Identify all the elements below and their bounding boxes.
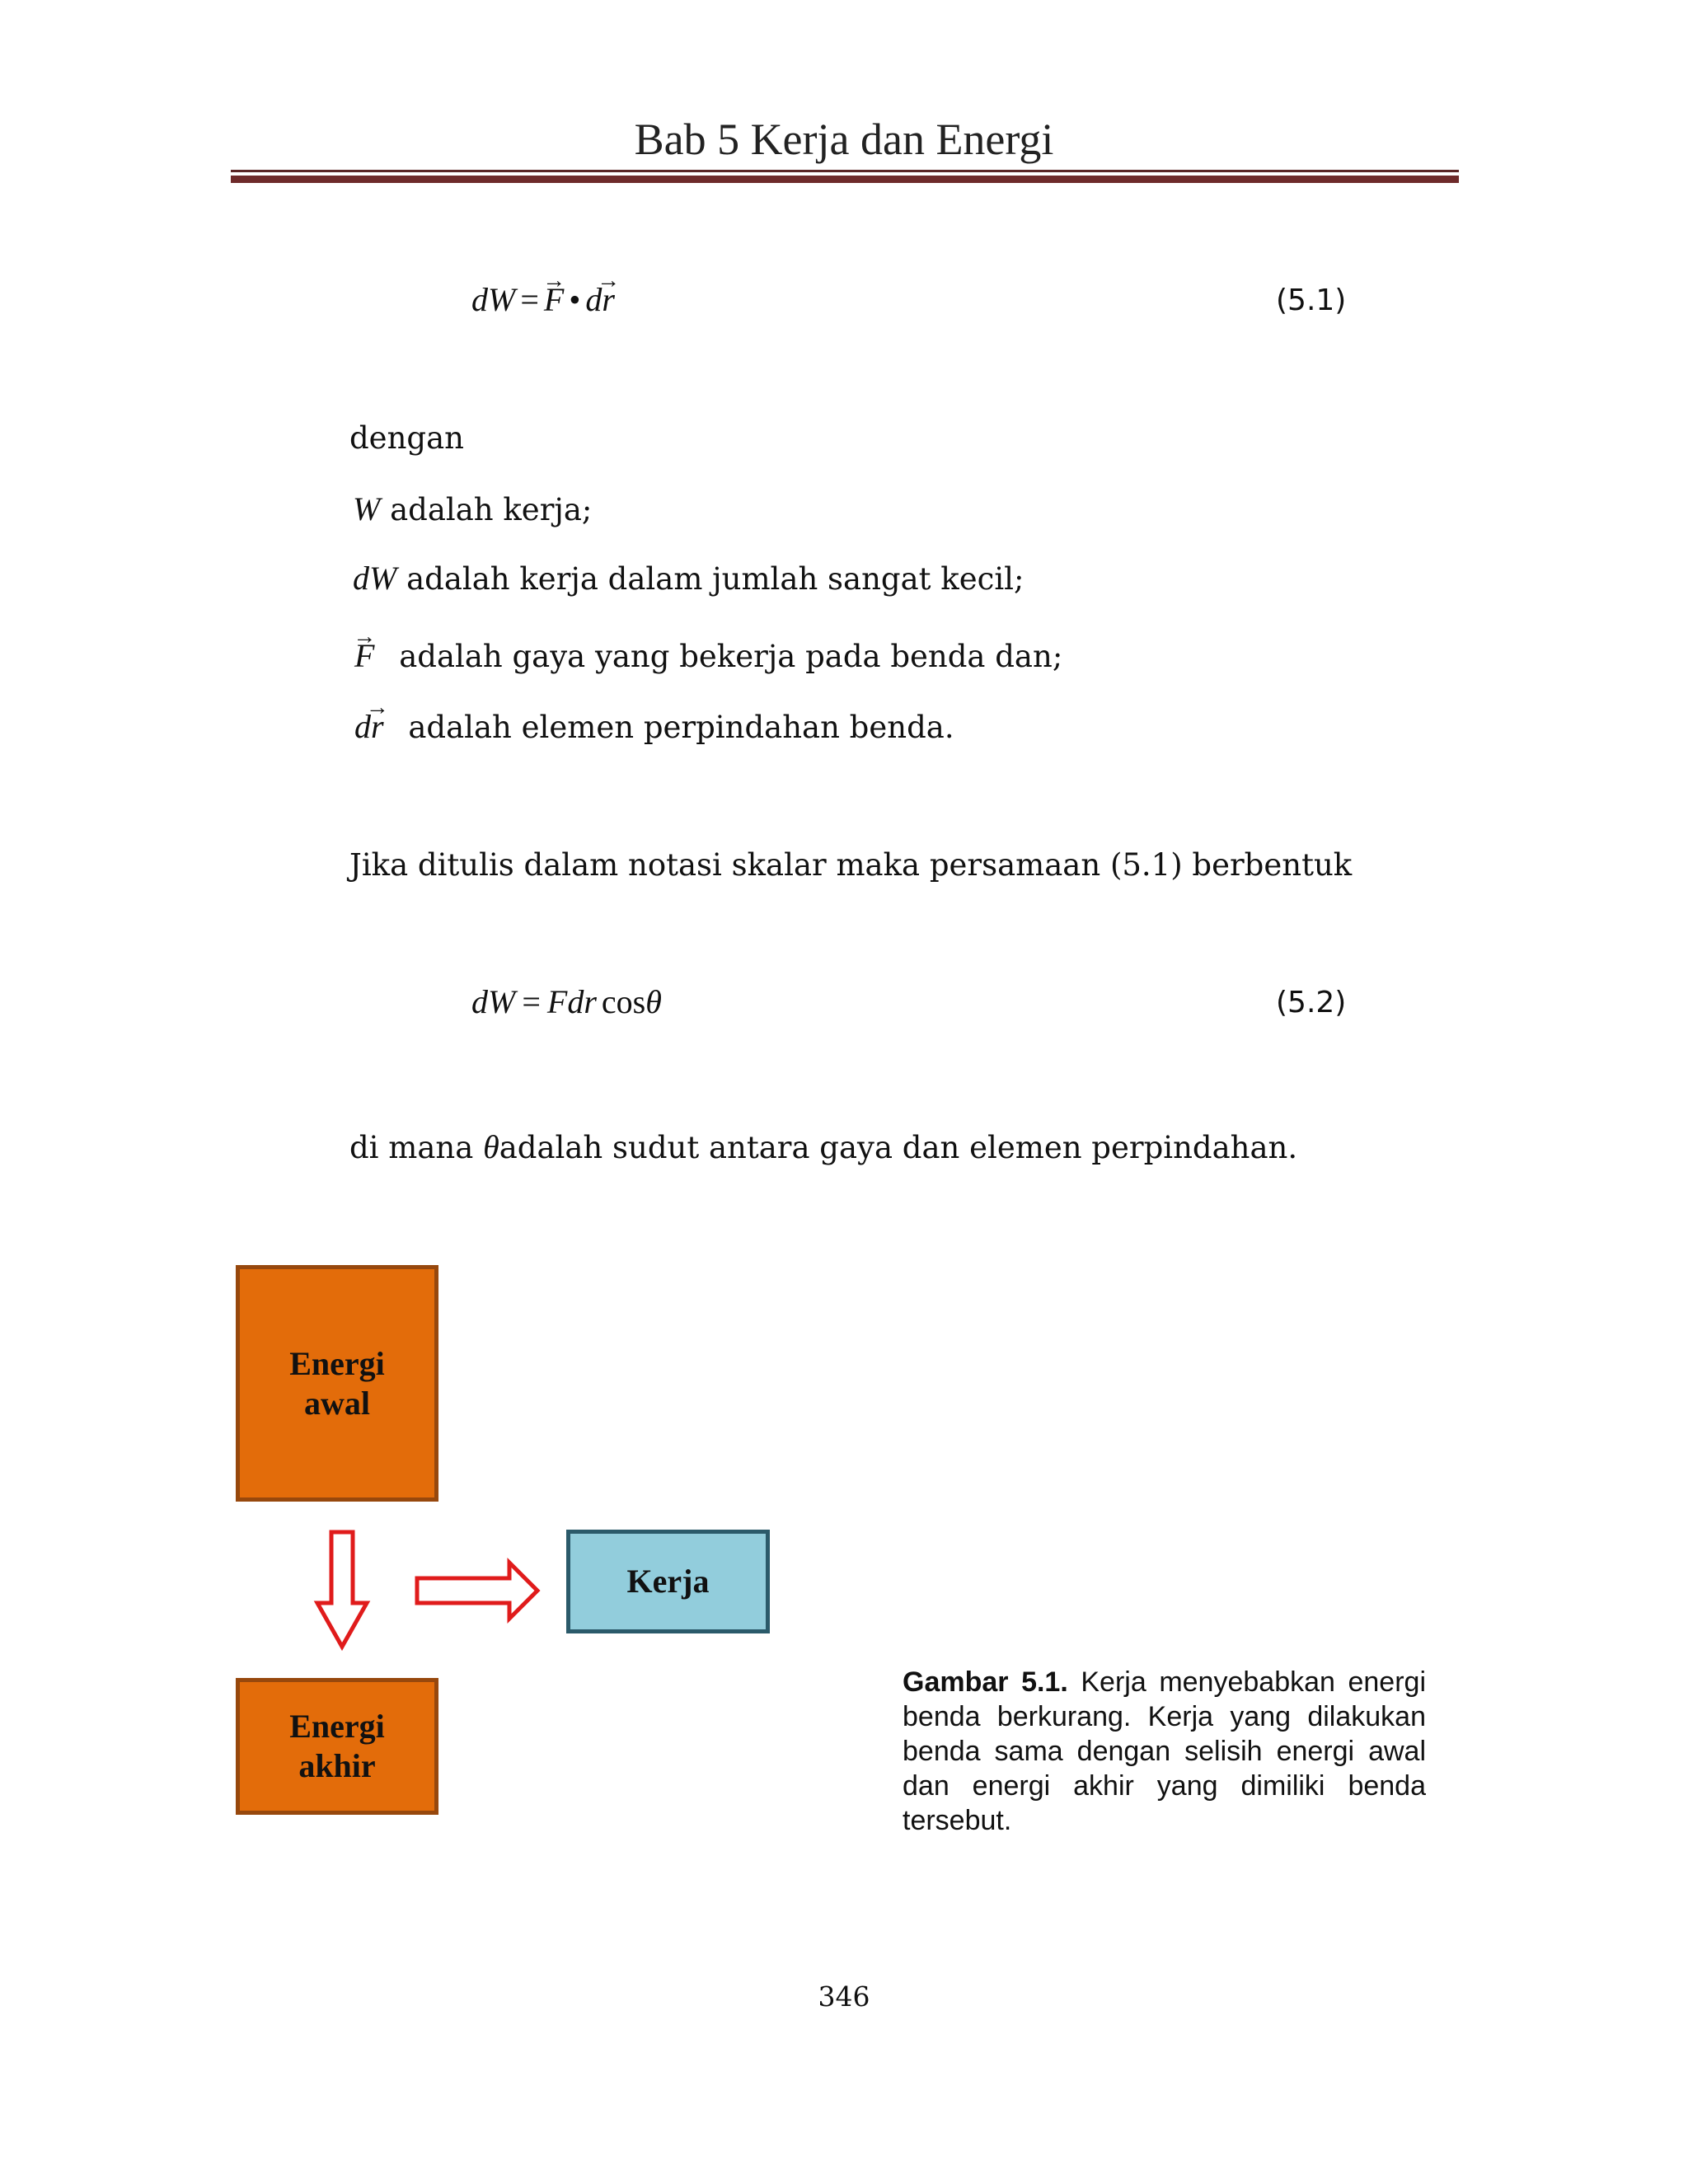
energi-akhir-box: Energi akhir bbox=[236, 1678, 438, 1815]
down-arrow-icon bbox=[313, 1527, 371, 1651]
definition-dw: dW adalah kerja dalam jumlah sangat kecil; bbox=[353, 560, 1025, 597]
equation-5-1: dW =→ F • d→ r bbox=[471, 280, 615, 319]
theta-symbol: θ bbox=[483, 1128, 499, 1165]
vector-f: → F bbox=[544, 280, 564, 319]
definition-f: → F adalah gaya yang bekerja pada benda dan; bbox=[354, 636, 1062, 675]
right-arrow-icon bbox=[412, 1558, 544, 1624]
page-number: 346 bbox=[818, 1980, 870, 2013]
equation-5-2: dW = Fdr cosθ bbox=[471, 983, 662, 1020]
equation-number-5-1: (5.1) bbox=[1276, 284, 1347, 317]
chapter-title: Bab 5 Kerja dan Energi bbox=[634, 115, 1054, 164]
energi-awal-box: Energi awal bbox=[236, 1265, 438, 1502]
vector-r-symbol: → r bbox=[371, 707, 384, 746]
definition-w: W adalah kerja; bbox=[353, 490, 593, 527]
figure-caption-text: Kerja menyebabkan energi benda berkurang. Kerja yang dilakukan benda sama dengan selisih energi awal dan energi akhir yang dimiliki benda tersebut. bbox=[903, 1666, 1427, 1836]
scalar-intro: Jika ditulis dalam notasi skalar maka persamaan (5.1) berbentuk bbox=[349, 847, 1353, 883]
vector-r: → r bbox=[602, 280, 615, 319]
definition-dr: d→ r adalah elemen perpindahan benda. bbox=[354, 707, 954, 746]
header-rule-thin bbox=[231, 170, 1459, 172]
figure-caption bbox=[903, 1665, 1426, 1838]
equation-number-5-2: (5.2) bbox=[1276, 986, 1347, 1019]
definitions-intro: dengan bbox=[349, 420, 464, 456]
kerja-box: Kerja bbox=[566, 1530, 770, 1633]
figure-caption-label: Gambar 5.1. bbox=[903, 1666, 1068, 1698]
theta-sentence: di mana θadalah sudut antara gaya dan elemen perpindahan. bbox=[349, 1128, 1298, 1165]
vector-f-symbol: → F bbox=[354, 636, 374, 675]
header-rule-thick bbox=[231, 176, 1459, 183]
